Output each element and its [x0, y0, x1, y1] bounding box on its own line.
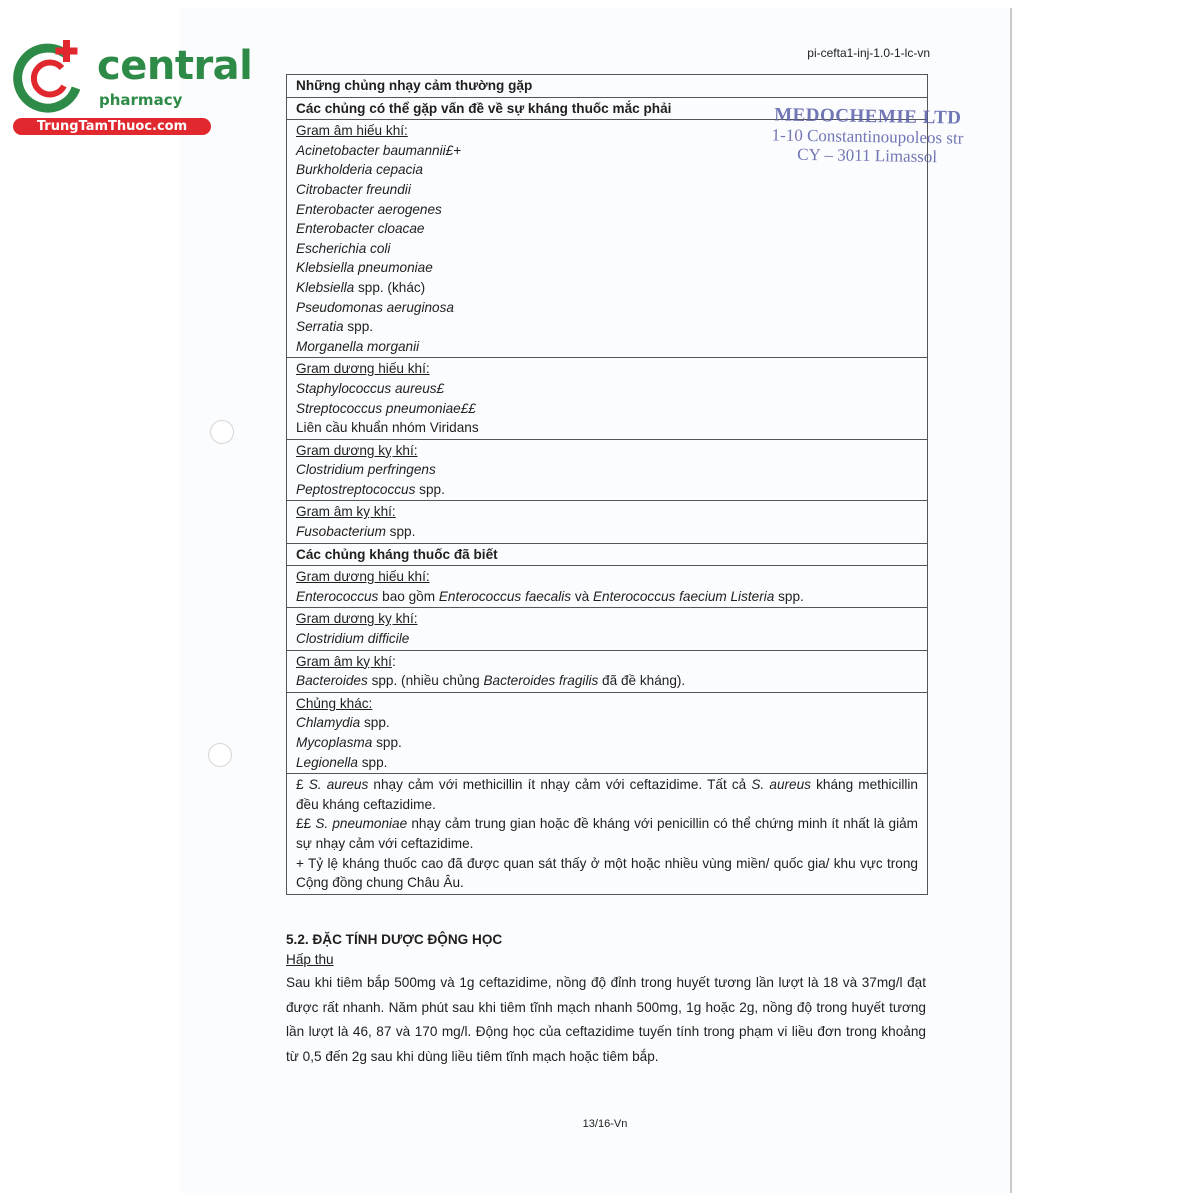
category-label: Gram dương hiếu khí: — [296, 361, 430, 377]
organism: Legionella — [296, 754, 358, 770]
logo-brand-text: central — [97, 43, 253, 89]
stamp-address: 1-10 Constantinoupoleos str — [771, 125, 964, 148]
central-pharmacy-logo — [10, 38, 253, 138]
pharmacokinetics-section — [286, 932, 926, 1069]
organism: Morganella morganii — [296, 338, 420, 354]
organism: Clostridium perfringens — [296, 462, 436, 478]
organism: Enterobacter cloacae — [296, 221, 425, 237]
category-label: Gram âm kỵ khí: — [296, 504, 396, 520]
logo-sub-text: pharmacy — [99, 91, 183, 109]
table-row — [287, 439, 928, 501]
organism-suffix: spp. — [343, 319, 374, 335]
punch-hole-top — [210, 420, 234, 444]
organism: Pseudomonas aeruginosa — [296, 299, 454, 315]
table-heading-commonly-susceptible: Những chủng nhạy cảm thường gặp — [287, 75, 928, 98]
organism: Enterobacter aerogenes — [296, 201, 442, 217]
table-footnotes — [287, 774, 928, 895]
table-row — [287, 75, 928, 98]
section-title: 5.2. ĐẶC TÍNH DƯỢC ĐỘNG HỌC — [286, 932, 503, 947]
category-label: Chủng khác: — [296, 695, 373, 711]
organism: Escherichia coli — [296, 240, 391, 256]
section-subtitle: Hấp thu — [286, 952, 334, 967]
footnote-pound: £ S. aureus nhạy cảm với methicillin ít nhạy cảm với ceftazidime. Tất cả S. aureus kháng methicillin đều kháng ceftazidime. — [296, 777, 918, 812]
organism-suffix: spp. (khác) — [354, 279, 426, 295]
organism: Fusobacterium — [296, 524, 386, 540]
document-code: pi-cefta1-inj-1.0-1-lc-vn — [807, 46, 930, 60]
table-heading-acquired-resistance: Các chủng có thể gặp vấn đề về sự kháng thuốc mắc phải — [287, 97, 928, 120]
organism: Acinetobacter baumannii£+ — [296, 142, 462, 158]
table-row — [287, 608, 928, 650]
organism: Liên cầu khuẩn nhóm Viridans — [296, 420, 479, 436]
company-stamp — [769, 104, 965, 167]
organism: Klebsiella — [296, 279, 355, 295]
table-row — [287, 774, 928, 895]
category-label: Gram dương hiếu khí: — [296, 569, 430, 585]
table-row — [287, 358, 928, 439]
footnote-plus: + Tỷ lệ kháng thuốc cao đã được quan sát thấy ở một hoặc nhiều vùng miền/ quốc gia/ khu vực trong Cộng đồng chung Châu Âu. — [296, 855, 918, 891]
category-label: Gram âm hiếu khí: — [296, 123, 408, 139]
table-row — [287, 543, 928, 566]
organism: Burkholderia cepacia — [296, 162, 423, 178]
category-label: Gram dương kỵ khí: — [296, 611, 418, 627]
organism: Klebsiella pneumoniae — [296, 260, 433, 276]
table-row: Chủng khác: Chlamydia spp. Mycoplasma spp. Legionella spp. — [287, 692, 928, 773]
category-label: Gram âm kỵ khí: — [296, 653, 396, 669]
organism: Peptostreptococcus — [296, 481, 416, 497]
logo-banner: TrungTamThuoc.com — [13, 118, 211, 135]
organism: Chlamydia — [296, 715, 361, 731]
organism: Clostridium difficile — [296, 631, 410, 647]
stamp-city: CY – 3011 Limassol — [797, 144, 938, 167]
table-row — [287, 566, 928, 608]
page-number: 13/16-Vn — [582, 1118, 628, 1130]
section-body: Sau khi tiêm bắp 500mg và 1g ceftazidime, nồng độ đỉnh trong huyết tương lần lượt là 18 và 37mg/l đạt được rất nhanh. Năm phút sau khi tiêm tĩnh mạch nhanh 500mg, 1g hoặc 2g, nồng độ trong huyết tương lần lượt là 46, 87 và 170 mg/l. Động học của ceftazidime tuyến tính trong phạm vi liều đơn trong khoảng từ 0,5 đến 2g sau khi dùng liều tiêm tĩnh mạch hoặc tiêm bắp. — [286, 975, 926, 1064]
stamp-company: MEDOCHEMIE LTD — [773, 104, 962, 129]
organism-suffix: spp. — [385, 524, 416, 540]
footnote-double-pound: ££ S. pneumoniae nhạy cảm trung gian hoặc đề kháng với penicillin có thể chứng minh ít nhất là giảm sự nhạy cảm với ceftazidime. — [296, 816, 918, 851]
organism-line: Bacteroides spp. (nhiều chủng Bacteroides fragilis đã đề kháng). — [296, 673, 686, 689]
pharmacy-cross-c-icon — [10, 38, 85, 113]
organism: Mycoplasma — [296, 735, 373, 750]
page-edge — [1010, 8, 1012, 1193]
table-row — [287, 501, 928, 543]
organism: Streptococcus pneumoniae££ — [296, 400, 476, 416]
organism-line: Enterococcus bao gồm Enterococcus faecalis và Enterococcus faecium Listeria spp. — [296, 588, 804, 604]
organism: Citrobacter freundii — [296, 181, 411, 197]
organism: Staphylococcus aureus£ — [296, 380, 445, 396]
organism-suffix: spp. — [415, 481, 445, 497]
table-heading-known-resistant: Các chủng kháng thuốc đã biết — [287, 543, 928, 566]
susceptibility-table — [286, 74, 928, 895]
table-row — [287, 650, 928, 692]
category-label: Gram dương kỵ khí: — [296, 442, 418, 458]
organism: Serratia — [296, 319, 344, 335]
punch-hole-bottom — [208, 743, 232, 767]
